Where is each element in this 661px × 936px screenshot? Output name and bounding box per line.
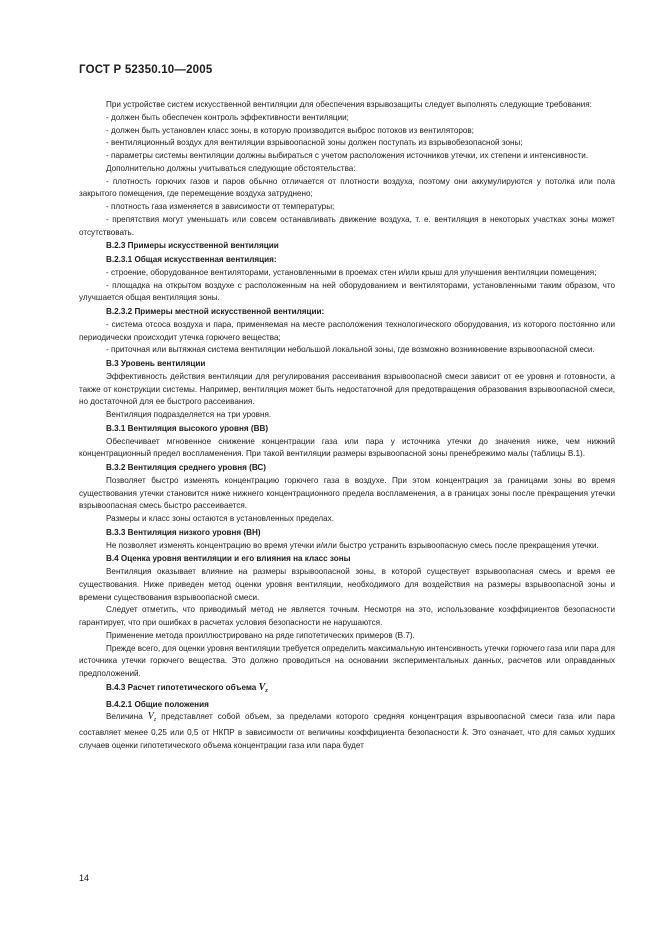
body-paragraph: - система отсоса воздуха и пара, применяемая на месте расположения технологического оборудования, из которого постоянно или периодически происходит утечка горючего вещества; (79, 319, 615, 342)
section-heading-b421: В.4.2.1 Общие положения (106, 699, 209, 709)
body-paragraph: - площадка на открытом воздухе с расположенным на ней оборудованием и вентиляторами, установленными таким образом, что улучшается общая вентиляция зоны. (79, 280, 615, 303)
body-paragraph: - плотность горючих газов и паров обычно отличается от плотности воздуха, поэтому они аккумулируются у потолка или пола закрытого помещения, где перемещение воздуха затруднено; (79, 176, 615, 199)
body-paragraph: При устройстве систем искусственной вентиляции для обеспечения взрывозащиты следует выполнять следующие требования: (106, 100, 592, 109)
body-paragraph: - приточная или вытяжная система вентиляции небольшой локальной зоны, где возможно возникновение взрывоопасной смеси. (106, 345, 595, 355)
section-heading: В.3 Уровень вентиляции (106, 359, 206, 368)
section-heading: В.3.2 Вентиляция среднего уровня (ВС) (106, 463, 266, 472)
body-paragraph: Позволяет быстро изменять концентрацию горючего газа в воздухе. При этом концентрация за границами зоны во время существования утечки становится ниже нижнего концентрационного предела воспламенения, а в границах зоны после прекращения утечки взрывоопасная смесь быстро рассеивается. (79, 475, 615, 511)
body-paragraph: Не позволяет изменять концентрацию во время утечки и/или быстро устранить взрывоопасную смесь после прекращения утечки. (106, 540, 599, 550)
page-number: 14 (79, 873, 90, 883)
body-paragraph: Прежде всего, для оценки уровня вентиляции требуется определить максимальную интенсивность утечки горючего газа или пара для источника утечки горючего вещества. Это должно проводиться на основании экспериментальных данных, расчетов или оправданных предположений. (79, 643, 615, 678)
body-paragraph: - вентиляционный воздух для вентиляции взрывоопасной зоны должен поступать из взрывобезопасной зоны; (106, 138, 523, 148)
body-paragraph: - строение, оборудованное вентиляторами, установленными в проемах стен и/или крыш для улучшения вентиляции помещения; (106, 267, 597, 277)
body-paragraph: Вентиляция подразделяется на три уровня. (106, 410, 272, 419)
section-heading: В.2.3.1 Общая искусственная вентиляция: (106, 255, 277, 264)
section-heading: В.3.1 Вентиляция высокого уровня (ВВ) (106, 423, 269, 433)
body-paragraph: - должен быть установлен класс зоны, в которую производится выброс потоков из вентиляторов; (106, 125, 474, 135)
section-heading-b43: В.4.3 Расчет гипотетического объема $V_z$ (106, 681, 268, 694)
body-paragraph: Эффективность действия вентиляции для регулирования рассеивания взрывоопасной смеси зависит от ее уровня и готовности, а также от конструкции системы. Например, вентиляция может быть недостаточной для предотвращения образования взрывоопасной смеси, но достаточной для ее быстрого рассеивания. (79, 371, 615, 407)
section-heading: В.3.3 Вентиляция низкого уровня (ВН) (106, 527, 261, 537)
document-body (79, 99, 615, 753)
body-paragraph: Обеспечивает мгновенное снижение концентрации газа или пара у источника утечки до значения ниже, чем нижний концентрационный предел воспламенения. При такой вентиляции размеры взрывоопасной зоны пренебрежимо малы (таблицы В.1). (79, 436, 615, 459)
paragraph-list (79, 99, 615, 681)
body-paragraph: - параметры системы вентиляции должны выбираться с учетом расположения источников утечки, их степени и интенсивности. (106, 151, 589, 160)
body-paragraph: Применение метода проиллюстрировано на ряде гипотетических примеров (В.7). (106, 630, 415, 640)
body-paragraph: Размеры и класс зоны остаются в установленных пределах. (106, 514, 334, 523)
body-paragraph: - препятствия могут уменьшать или совсем останавливать движение воздуха, т. е. вентиляция в некоторых участках зоны может отсутствовать. (79, 214, 615, 237)
body-paragraph: Дополнительно должны учитываться следующие обстоятельства: (106, 163, 356, 173)
body-paragraph: - должен быть обеспечен контроль эффективности вентиляции; (106, 112, 349, 122)
body-paragraph-last: Величина $V_z$ представляет собой объем, за пределами которого средняя концентрация взрывоопасной смеси газа или пара составляет менее 0,25 или 0,5 от НКПР в зависимости от величины коэффициента безопасности k. Это означает, что для самых худших случаев оценки гипотетического объема концентрации газа или пара будет (79, 711, 616, 750)
document-header: ГОСТ Р 52350.10—2005 (79, 64, 213, 76)
section-heading: В.2.3 Примеры искусственной вентиляции (106, 241, 279, 251)
section-heading: В.2.3.2 Примеры местной искусственной вентиляции: (106, 307, 325, 316)
body-paragraph: Вентиляция оказывает влияние на размеры взрывоопасной зоны, в которой существует взрывоопасная смесь и время ее существования. Ниже приведен метод оценки уровня вентиляции, необходимого для воздействия на размеры взрывоопасной зоны и времени существования взрывоопасной смеси. (79, 567, 615, 602)
body-paragraph: - плотность газа изменяется в зависимости от температуры; (106, 202, 335, 211)
body-paragraph: Следует отметить, что приводимый метод не является точным. Несмотря на это, использование коэффициентов безопасности гарантирует, что при ошибках в расчетах условия безопасности не нарушаются. (79, 605, 615, 627)
section-heading: В.4 Оценка уровня вентиляции и его влияния на класс зоны (106, 554, 351, 564)
